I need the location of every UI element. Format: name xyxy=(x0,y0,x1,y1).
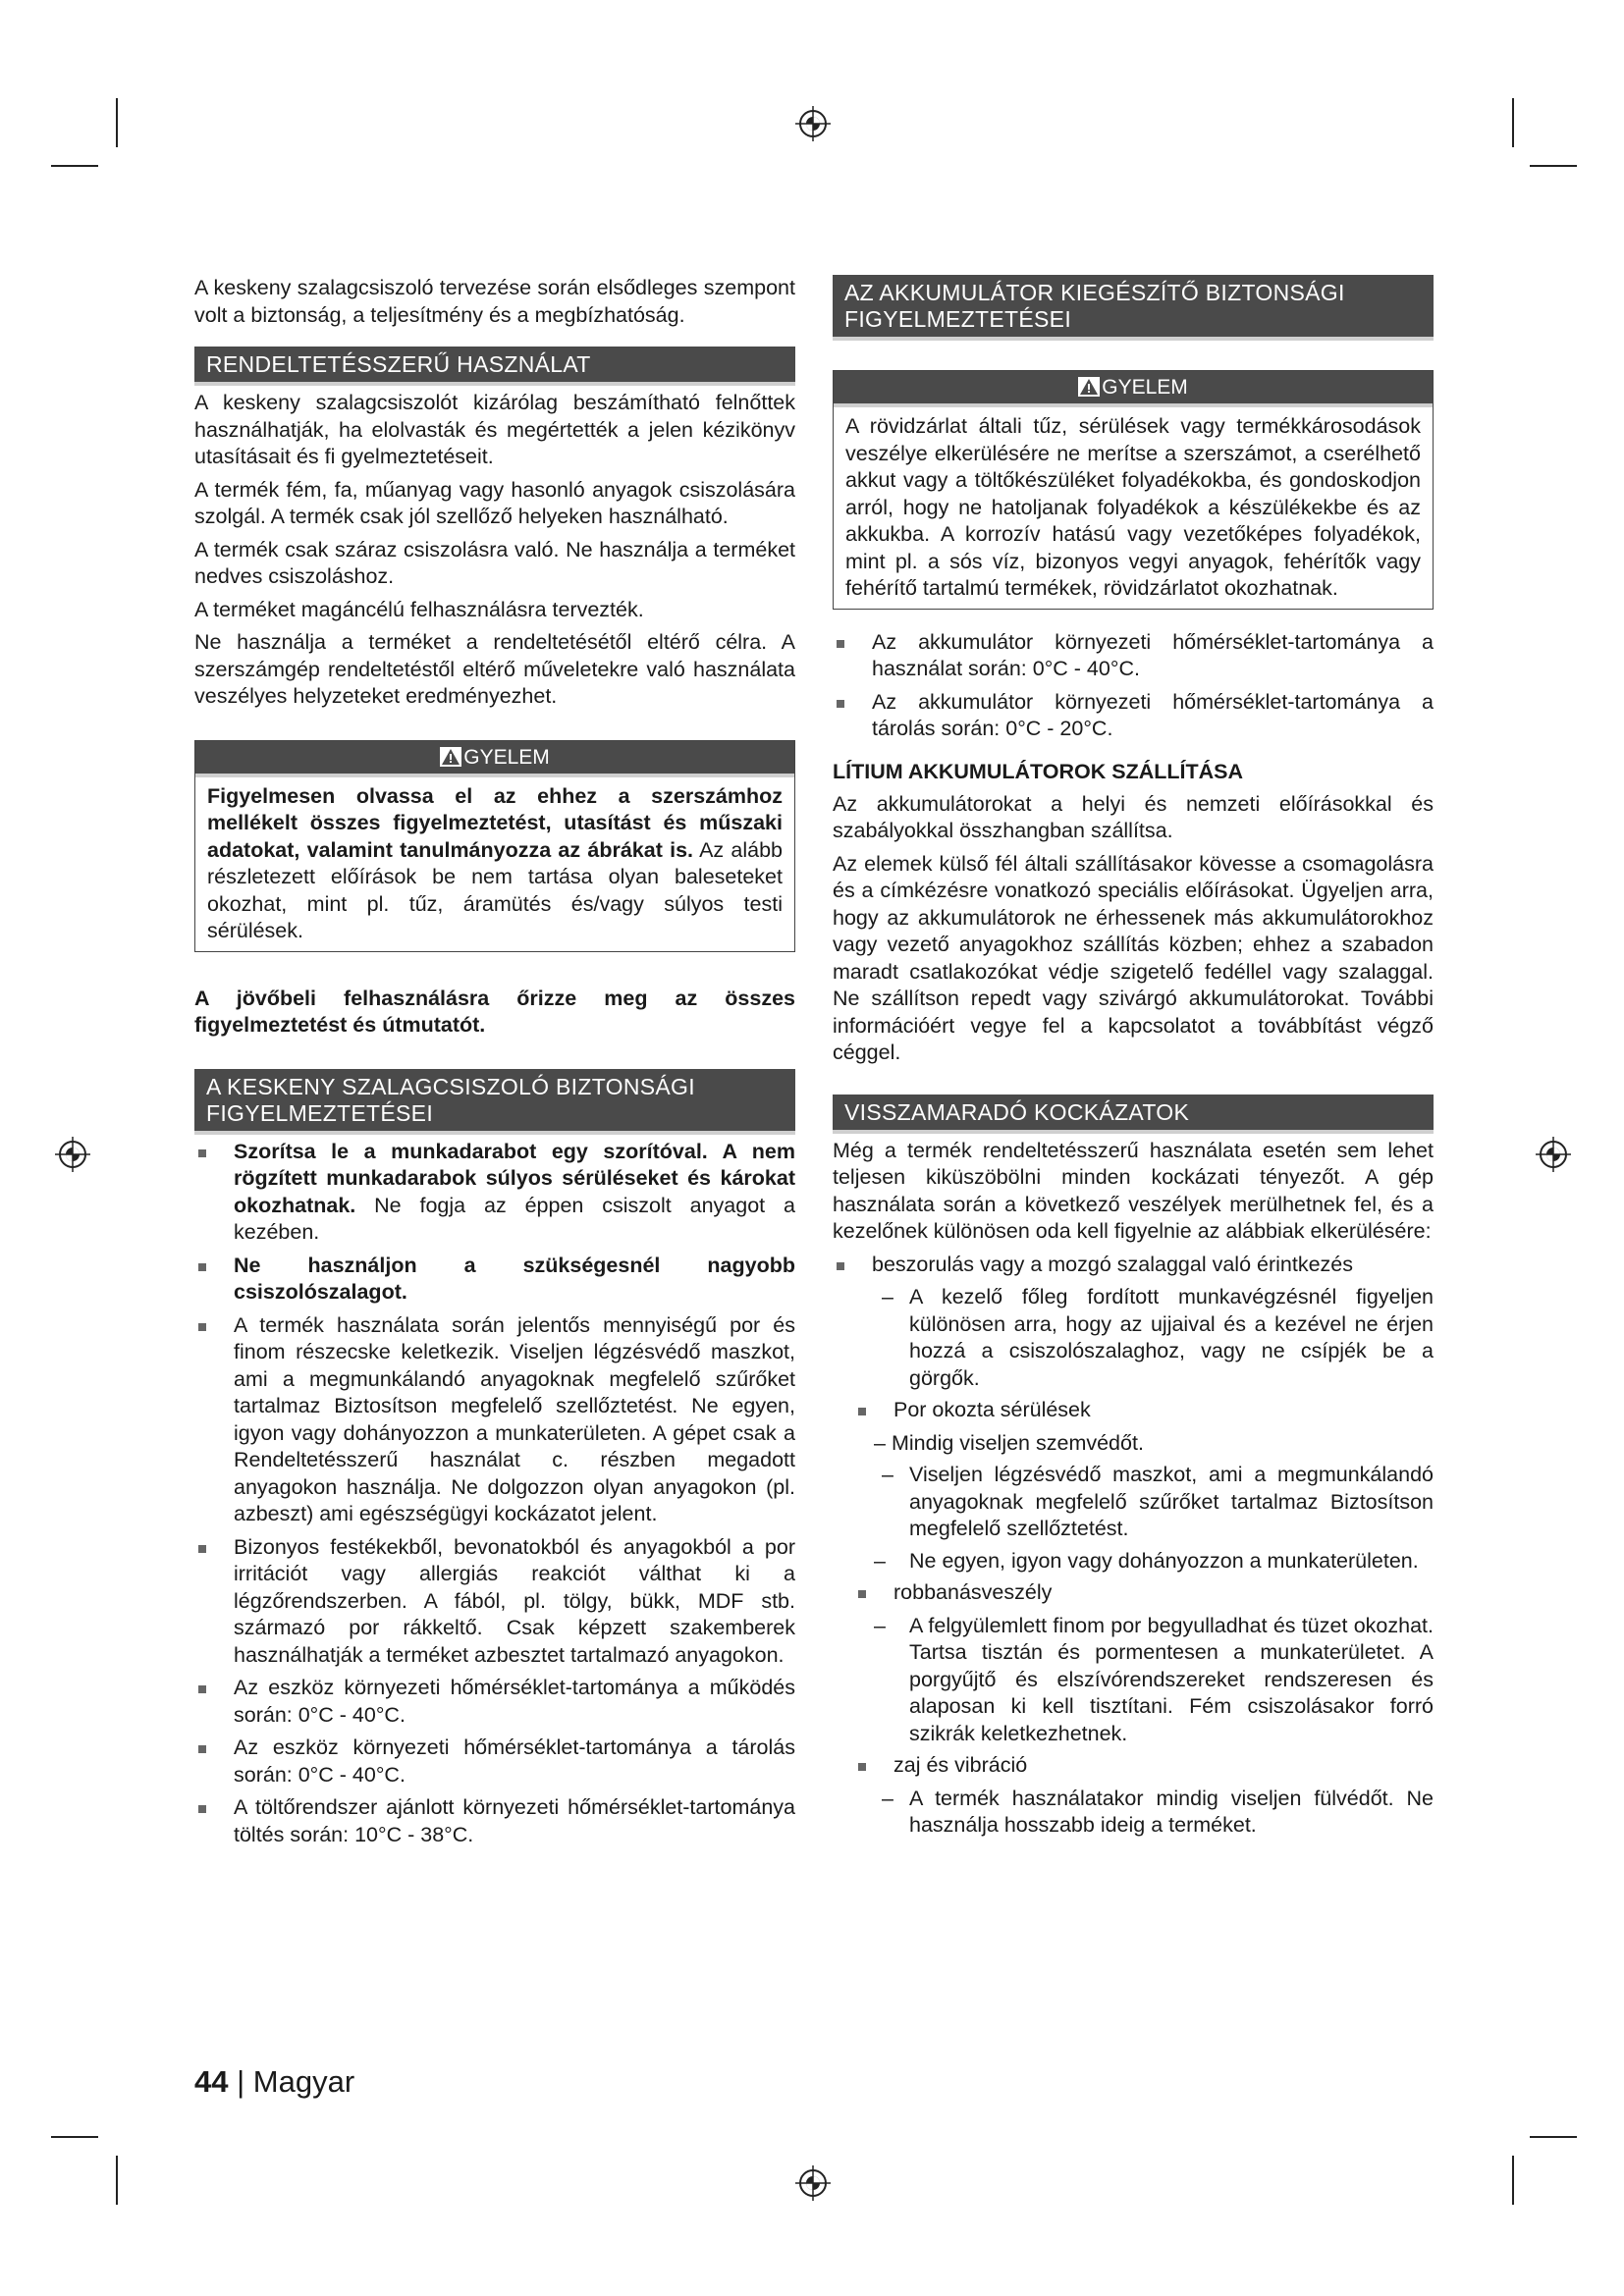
item-text: beszorulás vagy a mozgó szalaggal való érintkezés xyxy=(872,1252,1353,1276)
warning-header xyxy=(834,371,1433,407)
section-heading-sander-safety: A KESKENY SZALAGCSISZOLÓ BIZTONSÁGI FIGYELMEZTETÉSEI xyxy=(194,1069,795,1135)
sub-item: – A felgyülemlett finom por begyulladhat és tüzet okozhat. Tartsa tisztán és pormentesen a munkaterületet. A porgyűjtő és elszívórendszereket rendszeresen és alaposan ki kell tisztítani. Fém csiszolásakor forró szikrák keletkezhetnek. xyxy=(874,1613,1434,1745)
risk-list xyxy=(854,1579,1434,1607)
paragraph: Az elemek külső fél általi szállításakor kövesse a csomagolásra és a címkézésre vonatkozó speciális előírásokat. Ügyeljen arra, hogy az akkumulátorok ne érhessenek más akkumulátorokhoz vagy vezető anyagokhoz szállítás közben; ehhez a szabadon maradt csatlakozókat védje szigetelő fedéllel vagy szalaggal. Ne szállítson repedt vagy szivárgó akkumulátorokat. További információért vegye fel a kapcsolatot a továbbítást végző céggel. xyxy=(833,851,1434,1064)
list-item xyxy=(194,1794,795,1848)
list-item xyxy=(194,1312,795,1528)
warning-triangle-icon xyxy=(1078,377,1100,397)
warning-title: GYELEM xyxy=(1102,376,1188,399)
list-item xyxy=(194,1139,795,1247)
subheading-transport: LÍTIUM AKKUMULÁTOROK SZÁLLÍTÁSA xyxy=(833,759,1244,783)
paragraph: A termék csak száraz csiszolásra való. Ne használja a terméket nedves csiszoláshoz. xyxy=(194,537,795,588)
sub-item-text: A kezelő főleg fordított munkavégzésnél figyeljen különösen arra, hogy az ujjaival és a kezével ne érjen hozzá a csiszolószalaghoz, vagy ne csípjék be a görgők. xyxy=(909,1285,1434,1390)
section-heading-residual-risks: VISSZAMARADÓ KOCKÁZATOK xyxy=(833,1095,1434,1134)
warning-text xyxy=(207,783,783,945)
item-bold-text: Ne használjon a szükségesnél nagyobb csiszolószalagot. xyxy=(234,1253,795,1304)
keep-instructions-note: A jövőbeli felhasználásra őrizze meg az összes figyelmeztetést és útmutatót. xyxy=(194,986,795,1037)
list-item xyxy=(833,1252,1434,1279)
sub-item: – A kezelő főleg fordított munkavégzésnél figyeljen különösen arra, hogy az ujjaival és a kezével ne érjen hozzá a csiszolószalaghoz, vagy ne csípjék be a görgők. xyxy=(882,1285,1434,1390)
crop-mark xyxy=(1530,2136,1577,2138)
safety-list xyxy=(194,1139,795,1849)
footer-separator: | xyxy=(237,2064,245,2099)
list-item xyxy=(854,1397,1434,1424)
intro-paragraph: A keskeny szalagcsiszoló tervezése során elsődleges szempont volt a biztonság, a teljesítmény és a megbízhatóság. xyxy=(194,276,795,327)
item-text: Az akkumulátor környezeti hőmérséklet-tartománya a tárolás során: 0°C - 20°C. xyxy=(872,689,1434,740)
item-text: Bizonyos festékekből, bevonatokból és anyagokból a por irritációt vagy allergiás reakciót válthat ki a légzőrendszerben. A fából, pl. tölgy, bükk, MDF stb. származó por rákkeltő. Csak képzett szakemberek használhatják a terméket azbesztet tartalmazó anyagokon. xyxy=(234,1534,795,1667)
list-item xyxy=(833,629,1434,683)
warning-title: GYELEM xyxy=(463,745,550,769)
list-item xyxy=(833,689,1434,743)
left-column xyxy=(194,275,795,1854)
page-footer xyxy=(194,2064,354,2100)
warning-rest-text: Az alább részletezett előírások be nem tartása olyan baleseteket okozhat, mint pl. tűz, áramütés és/vagy súlyos testi sérülések. xyxy=(207,837,783,942)
sub-item: – Ne egyen, igyon vagy dohányozzon a munkaterületen. xyxy=(874,1548,1419,1573)
item-text: Ne fogja az éppen csiszolt anyagot a kezében. xyxy=(234,1193,795,1244)
item-text: zaj és vibráció xyxy=(893,1753,1028,1777)
warning-header xyxy=(195,741,794,777)
list-item xyxy=(194,1675,795,1729)
right-column xyxy=(833,275,1434,1844)
sub-item: – Viseljen légzésvédő maszkot, ami a megmunkálandó anyagoknak megfelelő szűrőket tartalmaz Biztosítson megfelelő szellőztetést. xyxy=(882,1463,1434,1540)
risk-list xyxy=(833,1252,1434,1279)
paragraph: A termék fém, fa, műanyag vagy hasonló anyagok csiszolására szolgál. A termék csak jól szellőző helyeken használható. xyxy=(194,477,795,528)
crop-mark xyxy=(51,2136,98,2138)
list-item xyxy=(194,1735,795,1789)
warning-bold-text: Figyelmesen olvassa el az ehhez a szerszámhoz mellékelt összes figyelmeztetést, utasítást és műszaki adatokat, valamint tanulmányozza az ábrákat is. xyxy=(207,783,783,862)
sub-item-text: Ne egyen, igyon vagy dohányozzon a munkaterületen. xyxy=(909,1548,1419,1573)
item-text: robbanásveszély xyxy=(893,1580,1053,1604)
footer-language: Magyar xyxy=(252,2064,355,2099)
item-bold-text: Szorítsa le a munkadarabot egy szorítóval. A nem rögzített munkadarabok súlyos sérüléseket és károkat okozhatnak. xyxy=(234,1139,795,1217)
warning-triangle-icon xyxy=(440,747,461,767)
registration-mark-icon xyxy=(1534,1135,1573,1174)
crop-mark xyxy=(1512,98,1514,147)
paragraph: A keskeny szalagcsiszolót kizárólag beszámítható felnőttek használhatják, ha elolvasták és megértették a jelen kézikönyv utasításait és fi gyelmeztetéseit. xyxy=(194,391,795,468)
risk-list xyxy=(854,1752,1434,1780)
item-text: Az eszköz környezeti hőmérséklet-tartománya a működés során: 0°C - 40°C. xyxy=(234,1676,795,1727)
paragraph: A terméket magáncélú felhasználásra tervezték. xyxy=(194,597,644,621)
paragraph: Az akkumulátorokat a helyi és nemzeti előírásokkal és szabályokkal összhangban szállítsa. xyxy=(833,791,1434,842)
battery-temp-list xyxy=(833,629,1434,743)
risk-list xyxy=(854,1397,1434,1424)
warning-box xyxy=(833,370,1434,610)
list-item xyxy=(194,1253,795,1307)
sub-item-text: A termék használatakor mindig viseljen fülvédőt. Ne használja hosszabb ideig a terméket. xyxy=(909,1786,1434,1837)
sub-item-text: A felgyülemlett finom por begyulladhat és tüzet okozhat. Tartsa tisztán és pormentesen a munkaterületet. A porgyűjtő és elszívórendszereket rendszeresen és alaposan ki kell tisztítani. Fém csiszolásakor forró szikrák keletkezhetnek. xyxy=(909,1613,1434,1745)
section-heading-intended-use: RENDELTETÉSSZERŰ HASZNÁLAT xyxy=(194,347,795,386)
item-text: Az akkumulátor környezeti hőmérséklet-tartománya a használat során: 0°C - 40°C. xyxy=(872,629,1434,680)
crop-mark xyxy=(1530,165,1577,167)
sub-item-text: Mindig viseljen szemvédőt. xyxy=(892,1430,1144,1455)
sub-item-text: Viseljen légzésvédő maszkot, ami a megmunkálandó anyagoknak megfelelő szűrőket tartalmaz Biztosítson megfelelő szellőztetést. xyxy=(909,1463,1434,1540)
list-item xyxy=(854,1579,1434,1607)
list-item xyxy=(194,1534,795,1670)
registration-mark-icon xyxy=(53,1135,92,1174)
page-number: 44 xyxy=(194,2064,229,2099)
item-text: A töltőrendszer ajánlott környezeti hőmérséklet-tartománya töltés során: 10°C - 38°C. xyxy=(234,1795,795,1846)
crop-mark xyxy=(116,2156,118,2205)
warning-box xyxy=(194,740,795,952)
item-text: Por okozta sérülések xyxy=(893,1398,1091,1421)
warning-text: A rövidzárlat általi tűz, sérülések vagy termékkárosodások veszélye elkerülésére ne merítse a szerszámot, a cserélhető akkut vagy a töltőkészüléket folyadékokba, és gondoskodjon arról, hogy ne hatoljanak folyadékok a készülékekbe és az akkukba. A korrozív hatású vagy vezetőképes folyadékok, mint pl. a sós víz, bizonyos vegyi anyagok, fehérítők vagy fehérítő tartalmú termékek, rövidzárlatot okozhatnak. xyxy=(845,414,1421,600)
sub-item: – A termék használatakor mindig viseljen fülvédőt. Ne használja hosszabb ideig a terméket. xyxy=(882,1786,1434,1837)
crop-mark xyxy=(51,165,98,167)
registration-mark-icon xyxy=(793,104,833,143)
registration-mark-icon xyxy=(793,2163,833,2203)
list-item xyxy=(854,1752,1434,1780)
section-heading-battery-safety: AZ AKKUMULÁTOR KIEGÉSZÍTŐ BIZTONSÁGI FIGYELMEZTETÉSEI xyxy=(833,275,1434,341)
crop-mark xyxy=(1512,2156,1514,2205)
paragraph: Ne használja a terméket a rendeltetésétől eltérő célra. A szerszámgép rendeltetéstől eltérő műveletekre való használata veszélyes helyzeteket eredményezhet. xyxy=(194,630,795,708)
item-text: Az eszköz környezeti hőmérséklet-tartománya a tárolás során: 0°C - 40°C. xyxy=(234,1735,795,1787)
crop-mark xyxy=(116,98,118,147)
paragraph: Még a termék rendeltetésszerű használata esetén sem lehet teljesen kiküszöbölni minden kockázati tényezőt. A gép használata során a következő veszélyek merülhetnek fel, és a kezelőnek különösen oda kell figyelnie az alábbiak elkerülésére: xyxy=(833,1138,1434,1243)
item-text: A termék használata során jelentős mennyiségű por és finom részecske keletkezik. Viseljen légzésvédő maszkot, ami a megmunkálandó anyagoknak megfelelő szűrőket tartalmaz Biztosítson megfelelő szellőztetést. Ne egyen, igyon vagy dohányozzon a munkaterületen. A gépet csak a Rendeltetésszerű használat c. részben megadott anyagokon használja. Ne dolgozzon olyan anyagokon (pl. azbeszt) ami egészségügyi kockázatot jelent. xyxy=(234,1312,795,1525)
sub-item: – Mindig viseljen szemvédőt. xyxy=(874,1430,1144,1455)
